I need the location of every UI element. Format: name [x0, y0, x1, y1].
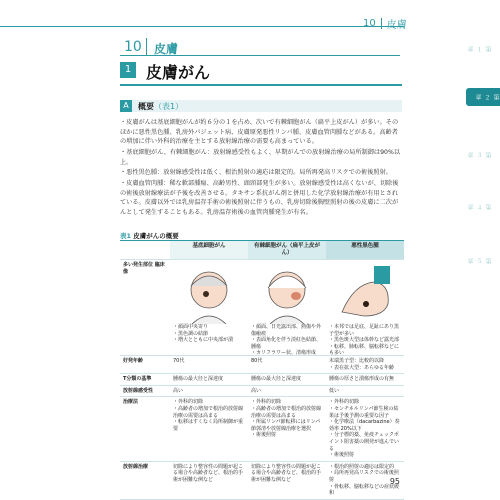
table-cell: 腫瘍の最大径と深達度 — [251, 376, 302, 383]
section-title: 皮膚がん — [146, 63, 211, 82]
table-row — [120, 386, 404, 398]
table-cell: ・外科的切除 ・高齢者の増加で根治的放射線治療の需要は高まる ・転移はすくなく局所制御が重要 — [173, 399, 244, 432]
col-header-bcc: 基底細胞がん — [170, 241, 248, 259]
running-head-number: 10 — [358, 18, 382, 29]
overview-ref: （表1） — [154, 102, 184, 111]
table-cell: ・根治的照射の適応は限定的 ・局所再発高リスクでの術後照射 ・骨転移、脳転移などの症状緩和 — [329, 463, 400, 497]
table-cell: ・外科的切除 ・高齢者の増加で根治的放射線治療の需要は高まる ・所属リンパ節転移にはリンパ節郭清や放射線治療を選択 ・術後照射 — [251, 399, 322, 439]
table-cell: 腫瘍の最大径と深達度 — [173, 376, 224, 383]
table-cell: 切除により整容性の問題が起こる場合や高齢者など、根治的手術が困難な例など — [251, 463, 322, 483]
table-corner — [120, 241, 170, 259]
melanoma-features: ・本邦では足底、足趾にあり黒子型が多い ・黒色斑大型は体幹など露光部 ・転移、肺転移、脳転移などにも多い — [329, 324, 400, 357]
side-tab-2[interactable]: 第２章 — [466, 88, 500, 106]
table-caption — [120, 231, 179, 240]
row-label: 多い発生部位 臨床像 — [123, 262, 165, 275]
table-cell: 高い — [251, 387, 262, 394]
side-tab-5[interactable]: 第５章 — [466, 258, 491, 264]
table-cell — [326, 260, 404, 355]
paragraph-3: ・悪性黒色腫：放射線感受性は低く、根治照射の適応は限定的。局所再発高リスクでの術後照射。 — [120, 169, 392, 176]
table-cell: 高い — [173, 387, 184, 394]
overview-title — [138, 101, 183, 112]
running-head — [0, 8, 500, 31]
table-cell: 末端黒子型：比較的以降 ・表在拡大型：あらゆる年齢 — [329, 358, 395, 371]
chapter-header — [120, 38, 400, 56]
chapter-number: 10 — [120, 38, 147, 56]
table-cell: 腫瘍の厚さと潰瘍形成の有無 — [329, 376, 395, 383]
table-caption-number: 表1 — [120, 232, 132, 240]
bcc-features: ・顔面中央寄り ・黒色調の結節 ・増大とともに中央部が潰 — [173, 324, 234, 344]
table-cell: 低い — [329, 387, 340, 394]
table-cell: 70代 — [173, 358, 185, 364]
side-tab-1[interactable]: 第１章 — [466, 46, 491, 52]
table-cell — [170, 260, 248, 355]
paragraph-4: ・皮膚血管肉腫：稀な軟部腫瘍、高齢男性、頭頸部発生が多い。放射線感受性は高くないが、切除後の術後放射線療法が予後を改善させる。タキサン系抗がん剤と併用した化学放射線治療が有用とされている。皮膚以外では乳房温存手術の術後照射に伴うもの、乳房切除後胸壁照射の後の皮膚に二次がんとして発生することもある。乳房温存術後の血管肉腫発生が有名。 — [120, 180, 399, 217]
paragraph-1: ・皮膚がんは基底細胞がんが約６分の１を占め、次いで有棘細胞がん（扁平上皮がん）が多い。そのほかに悪性黒色腫、乳房外パジェット病、皮膚原発悪性リンパ腫、皮膚血管肉腫などがある。高齢者の増加に伴い外科的治療を主とする放射線治療の需要も高まっている。 — [120, 119, 399, 146]
chapter-title: 皮膚 — [154, 42, 179, 56]
bcc-face-illustration — [178, 264, 240, 324]
paragraph-2: ・基底細胞がん、有棘細胞がん：放射線感受性もよく、早期がんでの放射線治療の局所制御は90%以上。 — [120, 149, 401, 166]
section-number: 1 — [120, 62, 136, 78]
scc-features: ・顔面、日光露出部、熱傷や外傷瘢痕 ・表面角化を伴う淡紅色結節、腫瘍 ・カリフラワー状、清瘍形成 — [251, 324, 322, 357]
side-tab-3[interactable]: 第３章 — [466, 152, 491, 158]
row-label: 好発年齢 — [123, 358, 144, 364]
overview-letter: A — [120, 100, 132, 112]
melanoma-foot-illustration — [334, 264, 396, 324]
side-tab-4[interactable]: 第４章 — [466, 204, 491, 210]
running-head-rule — [0, 26, 404, 27]
row-label: 放射線感受性 — [123, 387, 154, 394]
skin-cancer-table — [120, 240, 404, 500]
overview-heading — [120, 100, 402, 112]
table-caption-text: 皮膚がんの概要 — [133, 232, 179, 240]
row-label: 治療法 — [123, 399, 139, 406]
running-head-label — [358, 16, 407, 31]
table-cell — [248, 260, 326, 355]
section-rule — [120, 84, 402, 86]
col-header-scc: 有棘細胞がん（扁平上皮がん） — [248, 241, 326, 259]
row-label: 放射線治療 — [123, 463, 149, 470]
table-row — [120, 397, 404, 461]
table-header-row — [120, 241, 404, 260]
overview-title-text: 概要 — [138, 102, 154, 111]
table-row — [120, 356, 404, 374]
col-header-melanoma: 悪性黒色腫 — [326, 241, 404, 259]
table-cell: 切除により整容性の問題が起こる場合や高齢者など、根治的手術が困難な例など — [173, 463, 244, 483]
table-row — [120, 260, 404, 356]
table-cell: 80代 — [251, 358, 263, 364]
table-row — [120, 462, 404, 500]
scc-face-illustration — [256, 264, 318, 324]
running-head-title: 皮膚 — [386, 20, 407, 31]
table-row — [120, 374, 404, 386]
page-number: 95 — [389, 477, 400, 486]
row-label: T分類の基準 — [123, 376, 152, 383]
table-cell: ・外科的切除 ・センチネルリンパ節生検の結果は予後予測の重要な因子 ・化学療法（dacarbazine）奏効率 20%以下 ・分子標的薬、免疫チェックポイント阻害薬の開発が進んでいる ・術後照射 — [329, 399, 400, 459]
